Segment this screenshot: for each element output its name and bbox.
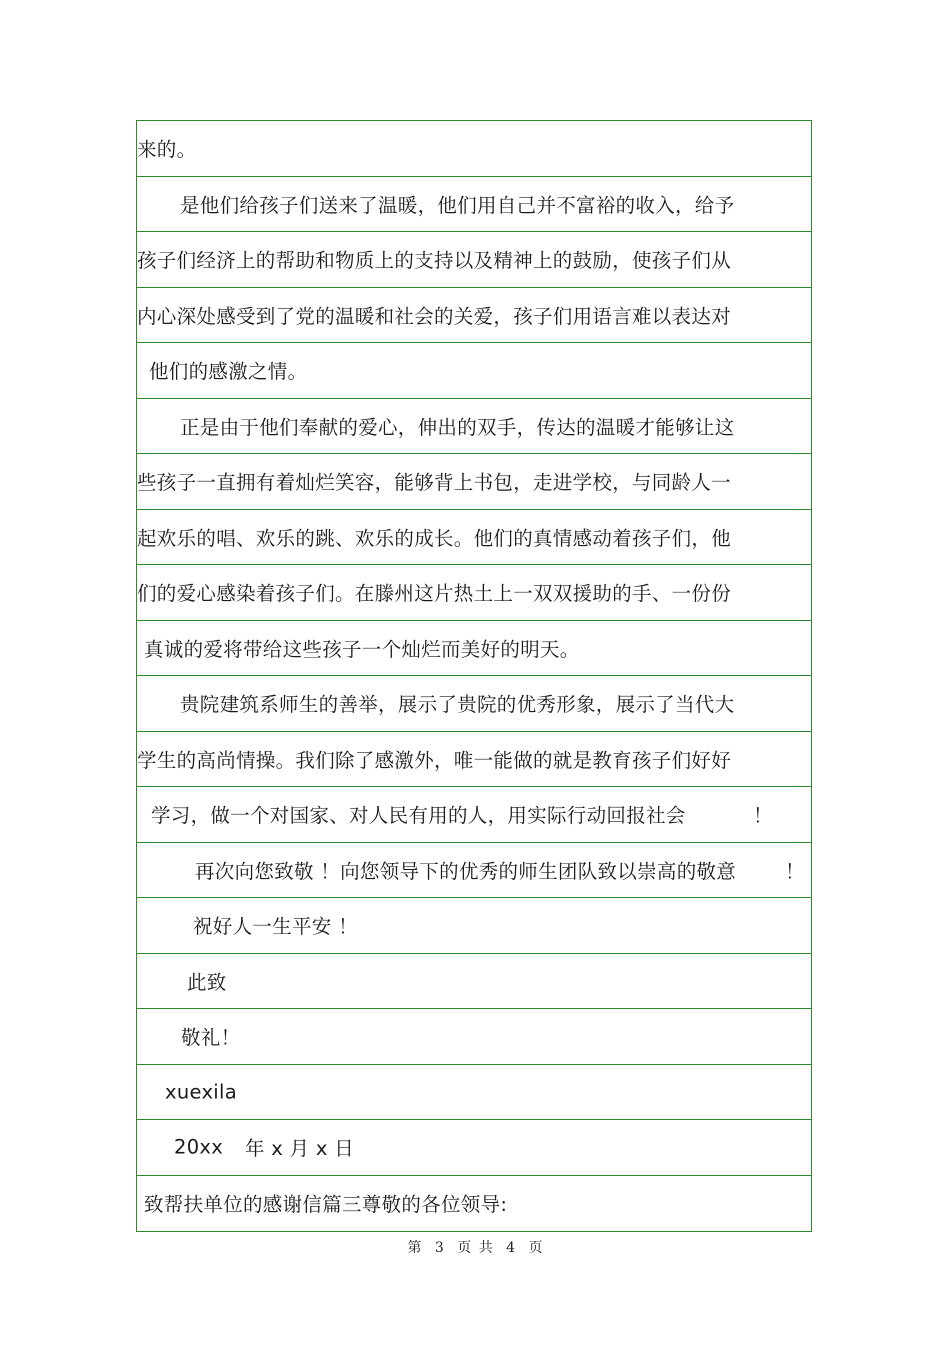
footer-total-pages: 4	[506, 1240, 516, 1256]
table-row	[137, 1120, 811, 1176]
paragraph-line: 们的爱心感染着孩子们。在滕州这片热土上一双双援助的手、一份份	[137, 582, 732, 606]
page-footer	[0, 1237, 950, 1257]
paragraph-line: 真诚的爱将带给这些孩子一个灿烂而美好的明天。	[144, 637, 580, 661]
footer-suffix: 页	[528, 1240, 543, 1256]
table-row	[137, 177, 811, 233]
table-row	[137, 732, 811, 788]
table-row	[137, 565, 811, 621]
salute-line: 敬礼！	[181, 1026, 241, 1050]
paragraph-line: 学生的高尚情操。我们除了感激外，唯一能做的就是教育孩子们好好	[137, 748, 732, 772]
paragraph-line: 学习，做一个对国家、对人民有用的人，用实际行动回报社会	[151, 804, 686, 828]
table-row	[137, 1009, 811, 1065]
table-row	[137, 288, 811, 344]
table-row	[137, 232, 811, 288]
exclamation-mark: ！	[753, 804, 773, 828]
date-rest: 年 x 月 x 日	[245, 1137, 355, 1161]
table-row	[137, 121, 811, 177]
table-row	[137, 954, 811, 1010]
table-row	[137, 1176, 811, 1232]
table-row	[137, 621, 811, 677]
table-row	[137, 343, 811, 399]
letter-table	[136, 120, 812, 1232]
paragraph-line: 是他们给孩子们送来了温暖，他们用自己并不富裕的收入，给予	[180, 193, 735, 217]
table-row	[137, 787, 811, 843]
paragraph-line: 起欢乐的唱、欢乐的跳、欢乐的成长。他们的真情感动着孩子们，他	[137, 526, 732, 550]
table-row	[137, 510, 811, 566]
table-row	[137, 843, 811, 899]
footer-prefix: 第	[407, 1240, 422, 1256]
paragraph-line: 内心深处感受到了党的温暖和社会的关爱，孩子们用语言难以表达对	[137, 304, 732, 328]
paragraph-line: 再次向您致敬 ！向您领导下的优秀的师生团队致以崇高的敬意	[195, 859, 737, 883]
table-row	[137, 898, 811, 954]
footer-mid: 页 共	[457, 1240, 493, 1256]
table-row	[137, 676, 811, 732]
paragraph-line: 他们的感激之情。	[149, 360, 308, 384]
footer-page-number: 3	[434, 1240, 444, 1256]
paragraph-line: 些孩子一直拥有着灿烂笑容，能够背上书包，走进学校，与同龄人一	[137, 471, 732, 495]
table-row	[137, 1065, 811, 1121]
section-heading: 致帮扶单位的感谢信篇三尊敬的各位领导:	[144, 1193, 508, 1217]
date-year: 20xx	[174, 1135, 224, 1159]
paragraph-line: 贵院建筑系师生的善举，展示了贵院的优秀形象，展示了当代大	[180, 693, 735, 717]
paragraph-line: 正是由于他们奉献的爱心，伸出的双手，传达的温暖才能够让这	[180, 415, 735, 439]
paragraph-line: 来的。	[137, 138, 197, 162]
paragraph-line: 孩子们经济上的帮助和物质上的支持以及精神上的鼓励，使孩子们从	[137, 249, 732, 273]
exclamation-mark: ！	[785, 859, 805, 883]
signature-line: xuexila	[165, 1080, 237, 1104]
greeting-line: 祝好人一生平安 ！	[193, 915, 358, 939]
table-row	[137, 454, 811, 510]
closing-line: 此致	[187, 970, 227, 994]
table-row	[137, 399, 811, 455]
